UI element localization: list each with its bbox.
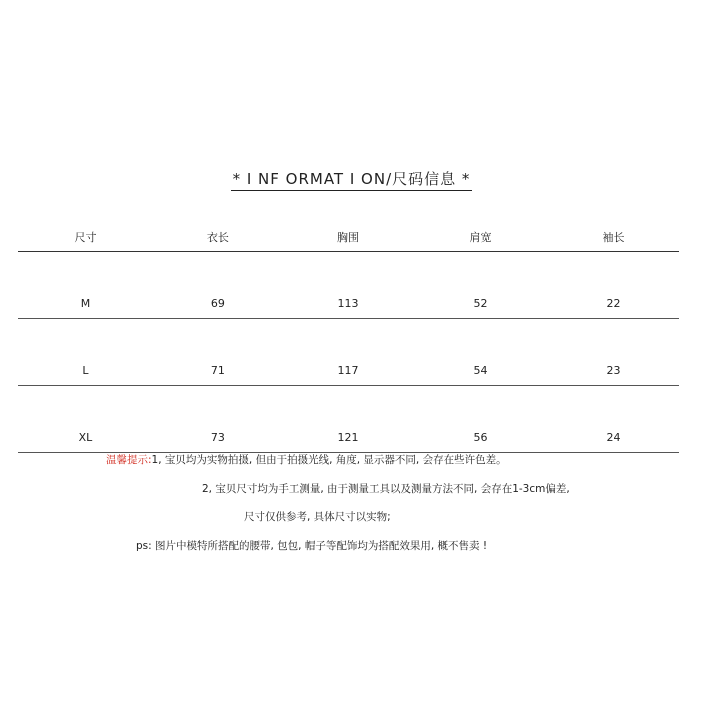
table-row xyxy=(18,386,679,453)
cell-sleeve: 24 xyxy=(548,386,679,453)
note-line-1 xyxy=(106,452,507,467)
table-row xyxy=(18,319,679,386)
header-shoulder: 肩宽 xyxy=(413,222,548,252)
page-title xyxy=(0,168,703,189)
header-sleeve: 袖长 xyxy=(548,222,679,252)
size-table xyxy=(18,222,679,453)
cell-size: M xyxy=(18,252,153,319)
header-chest: 胸围 xyxy=(283,222,413,252)
note-text-1: 1, 宝贝均为实物拍摄, 但由于拍摄光线, 角度, 显示器不同, 会存在些许色差。 xyxy=(151,454,507,466)
cell-chest: 121 xyxy=(283,386,413,453)
table-row xyxy=(18,252,679,319)
note-label: 温馨提示: xyxy=(106,454,152,466)
cell-size: L xyxy=(18,319,153,386)
header-length: 衣长 xyxy=(153,222,283,252)
cell-size: XL xyxy=(18,386,153,453)
table-header-row xyxy=(18,222,679,252)
title-text: * I NF ORMAT I ON/尺码信息 * xyxy=(231,170,473,191)
cell-sleeve: 23 xyxy=(548,319,679,386)
cell-shoulder: 54 xyxy=(413,319,548,386)
cell-sleeve: 22 xyxy=(548,252,679,319)
cell-length: 71 xyxy=(153,319,283,386)
cell-shoulder: 56 xyxy=(413,386,548,453)
cell-length: 69 xyxy=(153,252,283,319)
note-line-3: 尺寸仅供参考, 具体尺寸以实物; xyxy=(244,511,391,523)
header-size: 尺寸 xyxy=(18,222,153,252)
cell-length: 73 xyxy=(153,386,283,453)
cell-chest: 117 xyxy=(283,319,413,386)
cell-shoulder: 52 xyxy=(413,252,548,319)
cell-chest: 113 xyxy=(283,252,413,319)
note-line-2: 2, 宝贝尺寸均为手工测量, 由于测量工具以及测量方法不同, 会存在1-3cm偏差, xyxy=(202,483,570,495)
note-line-4: ps: 图片中模特所搭配的腰带, 包包, 帽子等配饰均为搭配效果用, 概不售卖 ! xyxy=(136,540,488,552)
